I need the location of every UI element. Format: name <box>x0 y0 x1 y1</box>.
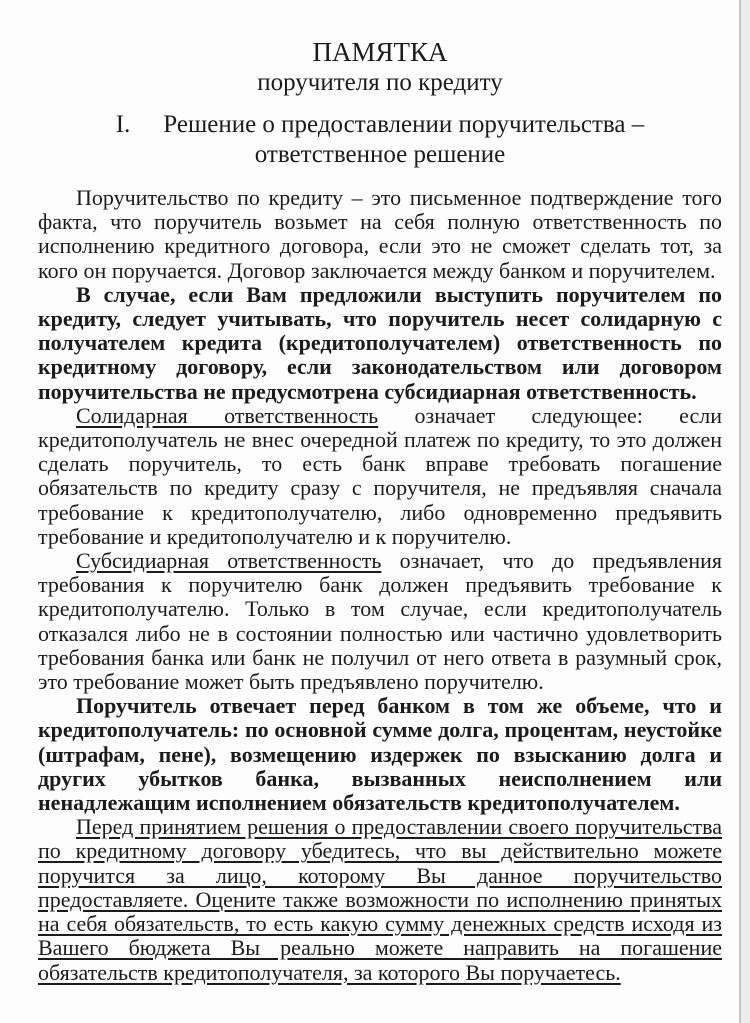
underlined-term: Солидарная ответственность <box>76 402 379 428</box>
paragraph <box>38 404 722 549</box>
paragraph <box>38 694 722 815</box>
paragraph-text: Поручитель отвечает перед банком в том же объеме, что и кредитополучатель: по основной сумме долга, процентам, неустойке (штрафам, пене), возмещению издержек по взысканию долга и других убытков банка, вызванных неисполнением или ненадлежащим исполнением обязательств кредитополучателем. <box>38 693 722 816</box>
paragraph <box>38 283 722 404</box>
paragraph <box>38 815 722 984</box>
paragraph-text: Перед принятием решения о предоставлении своего поручительства по кредитному договору убедитесь, что вы действительно можете поручится за лицо, которому Вы данное поручительство предоставляете. Оцените также возможности по исполнению принятых на себя обязательств, то есть какую сумму денежных средств исходя из Вашего бюджета Вы реально можете направить на погашение обязательств кредитополучателя, за которого Вы поручаетесь. <box>38 814 722 985</box>
document-title: ПАМЯТКА <box>312 37 448 67</box>
paragraph-text: означает следующее: если кредитополучатель не внес очередной платеж по кредиту, то это должен сделать поручитель, то есть банк вправе требовать погашение обязательств по кредиту сразу с поручителя, не предъявляя сначала требование к кредитополучателю, либо одновременно предъявить требование и кредитополучателю и к поручителю. <box>38 402 722 549</box>
paragraph <box>38 549 722 694</box>
document-body <box>38 186 722 985</box>
section-heading <box>38 110 722 170</box>
section-title-line2: ответственное решение <box>254 141 506 168</box>
paragraph-text: В случае, если Вам предложили выступить поручителем по кредиту, следует учитывать, что поручитель несет солидарную с получателем кредита (кредитополучателем) ответственность по кредитному договору, если законодательством или договором поручительства не предусмотрена субсидиарная ответственность. <box>38 281 722 404</box>
paragraph <box>38 186 722 283</box>
section-title-line1: Решение о предоставлении поручительства – <box>163 111 645 138</box>
paragraph-text: Поручительство по кредиту – это письменное подтверждение того факта, что поручитель возьмет на себя полную ответственность по исполнению кредитного договора, если это не сможет сделать тот, за кого он поручается. Договор заключается между банком и поручителем. <box>38 185 722 283</box>
paragraph-text: означает, что до предъявления требования к поручителю банк должен предъявить требование к кредитополучателю. Только в том случае, если кредитополучатель отказался либо не в состоянии полностью или частично удовлетворить требования банка или банк не получил от него ответа в разумный срок, это требование может быть предъявлено поручителю. <box>38 548 722 695</box>
document-subtitle: поручителя по кредиту <box>257 69 503 96</box>
section-heading-line1 <box>38 110 722 140</box>
scan-page-edge <box>739 0 750 1023</box>
underlined-term: Субсидиарная ответственность <box>76 548 382 574</box>
section-number: I. <box>115 111 131 138</box>
